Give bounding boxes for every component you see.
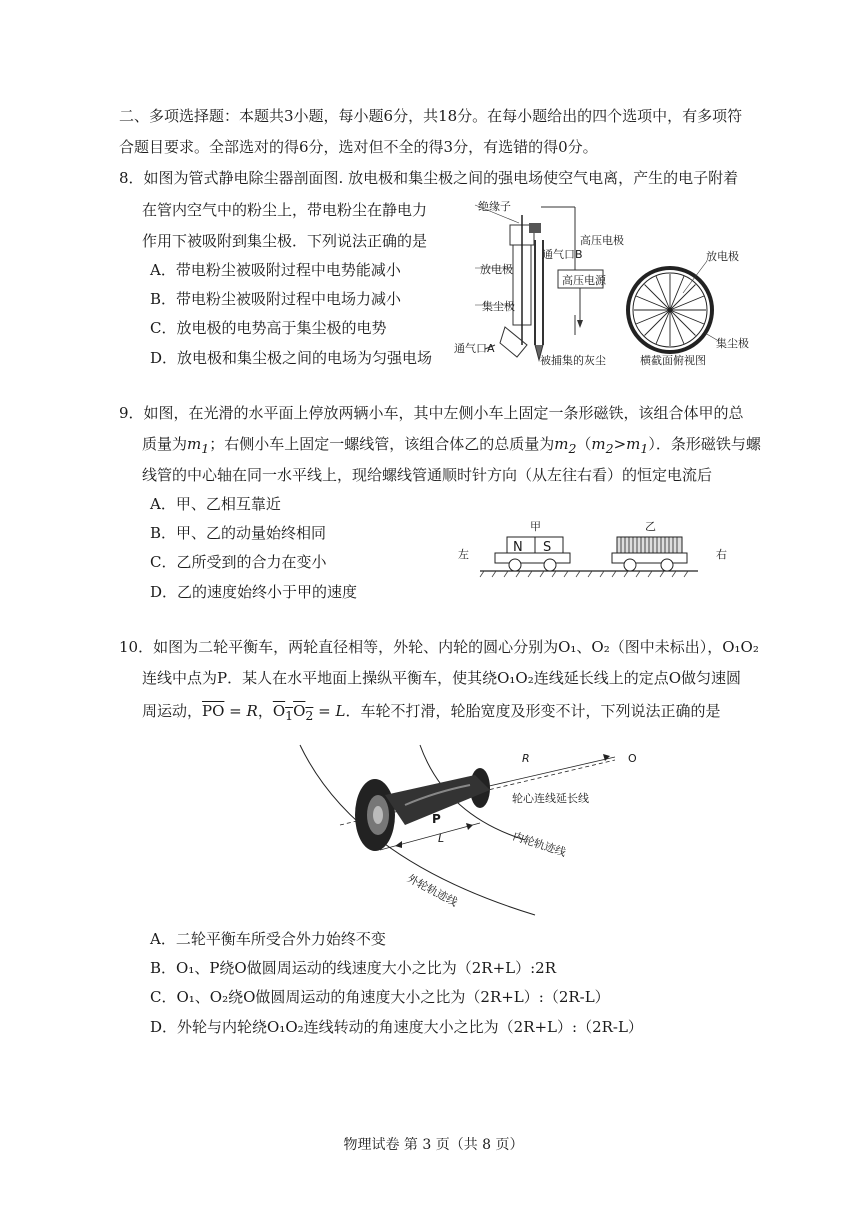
q9-option-d: D．乙的速度始终小于甲的速度 — [150, 583, 358, 601]
q8-option-d: D．放电极和集尘极之间的电场为匀强电场 — [150, 349, 433, 367]
q8-label-collector: 集尘极 — [482, 300, 515, 313]
q10-option-d: D．外轮与内轮绕O₁O₂连线转动的角速度大小之比为（2R+L）:（2R-L） — [150, 1018, 643, 1036]
q9-m1: $m_1$ — [187, 435, 210, 456]
q8-stem-line3: 作用下被吸附到集尘极．下列说法正确的是 — [142, 232, 428, 250]
section-heading-line2: 合题目要求。全部选对的得6分，选对但不全的得3分，有选错的得0分。 — [119, 138, 598, 156]
q9-stem-text-c: （ — [576, 435, 592, 453]
q10-label-axle-ext: 轮心连线延长线 — [512, 792, 589, 805]
q9-stem-text-d: ）．条形磁铁与螺 — [648, 435, 761, 453]
section-heading-line1: 二、多项选择题：本题共3小题，每小题6分，共18分。在每小题给出的四个选项中，有多项符 — [119, 107, 743, 125]
q9-label-s: S — [543, 540, 552, 555]
q10-option-c: C．O₁、O₂绕O做圆周运动的角速度大小之比为（2R+L）:（2R-L） — [150, 988, 610, 1006]
q10-scooter-figure — [295, 740, 655, 920]
q9-option-a: A．甲、乙相互靠近 — [150, 495, 281, 513]
q9-label-left: 左 — [458, 548, 469, 561]
q9-stem-line1: 9．如图，在光滑的水平面上停放两辆小车，其中左侧小车上固定一条形磁铁，该组合体甲的总 — [119, 404, 744, 422]
q8-cross-section-figure — [625, 265, 715, 355]
q8-label-cross-discharge: 放电极 — [706, 250, 739, 263]
q10-po-eq-r: $\overline{PO} = R$， — [202, 702, 273, 720]
q8-option-b: B．带电粉尘被吸附过程中电场力减小 — [150, 290, 402, 308]
q10-label-inner-track: 内轮轨迹线 — [511, 829, 568, 860]
q10-label-r: R — [522, 752, 530, 765]
q10-stem-line2: 连线中点为P．某人在水平地面上操纵平衡车，使其绕O₁O₂连线延长线上的定点O做匀速圆 — [142, 669, 742, 687]
q10-stem-line1: 10．如图为二轮平衡车，两轮直径相等，外轮、内轮的圆心分别为O₁、O₂（图中未标出），O₁O₂ — [119, 638, 759, 656]
q10-stem-text-b: ．车轮不打滑，轮胎宽度及形变不计，下列说法正确的是 — [345, 702, 721, 720]
q10-label-o: O — [628, 752, 637, 765]
q8-option-a: A．带电粉尘被吸附过程中电势能减小 — [150, 261, 401, 279]
q8-option-c: C．放电极的电势高于集尘极的电势 — [150, 319, 387, 337]
q9-label-jia: 甲 — [530, 520, 541, 533]
q10-label-outer-track: 外轮轨迹线 — [404, 871, 460, 910]
q8-stem-line2: 在管内空气中的粉尘上，带电粉尘在静电力 — [142, 201, 428, 219]
q9-m2: $m_2$ — [554, 435, 577, 456]
q10-label-p: P — [432, 812, 441, 826]
q8-label-cross-collector: 集尘极 — [716, 337, 749, 350]
q10-stem-line3 — [142, 700, 720, 727]
q9-stem-line3: 线管的中心轴在同一水平线上，现给螺线管通顺时针方向（从左往右看）的恒定电流后 — [142, 466, 713, 484]
q8-label-dust: 被捕集的灰尘 — [540, 354, 606, 367]
q8-label-hv-plate: 高压电极 — [580, 234, 624, 247]
q10-option-a: A．二轮平衡车所受合外力始终不变 — [150, 930, 386, 948]
q9-label-right: 右 — [716, 548, 727, 561]
q9-stem-text-a: 质量为 — [142, 435, 188, 453]
q9-option-c: C．乙所受到的合力在变小 — [150, 553, 327, 571]
q10-stem-text-a: 周运动， — [142, 702, 203, 720]
page-footer: 物理试卷 第 3 页（共 8 页） — [343, 1137, 524, 1153]
q9-stem-line2 — [142, 433, 761, 460]
q9-label-yi: 乙 — [645, 520, 656, 533]
q8-label-insulator: 绝缘子 — [478, 200, 511, 213]
q8-label-hv-power: 高压电源 — [562, 274, 606, 287]
q8-label-cross-caption: 横截面俯视图 — [640, 354, 706, 367]
q8-stem-line1: 8．如图为管式静电除尘器剖面图. 放电极和集尘极之间的强电场使空气电离，产生的电子附着 — [119, 169, 739, 187]
q10-o1o2-eq-l: $O_1O_2 = L$ — [272, 702, 346, 723]
q9-label-n: N — [513, 540, 523, 555]
q10-option-b: B．O₁、P绕O做圆周运动的线速度大小之比为（2R+L）:2R — [150, 959, 556, 977]
q9-option-b: B．甲、乙的动量始终相同 — [150, 524, 327, 542]
q10-label-l: L — [438, 832, 445, 845]
q8-label-vent-b: 通气口B — [542, 248, 583, 261]
q8-label-discharge: 放电极 — [480, 263, 513, 276]
q9-inequality: $m_2>m_1$ — [591, 435, 649, 456]
q9-stem-text-b: ；右侧小车上固定一螺线管，该组合体乙的总质量为 — [209, 435, 555, 453]
q8-label-vent-a: 通气口A — [454, 342, 495, 355]
